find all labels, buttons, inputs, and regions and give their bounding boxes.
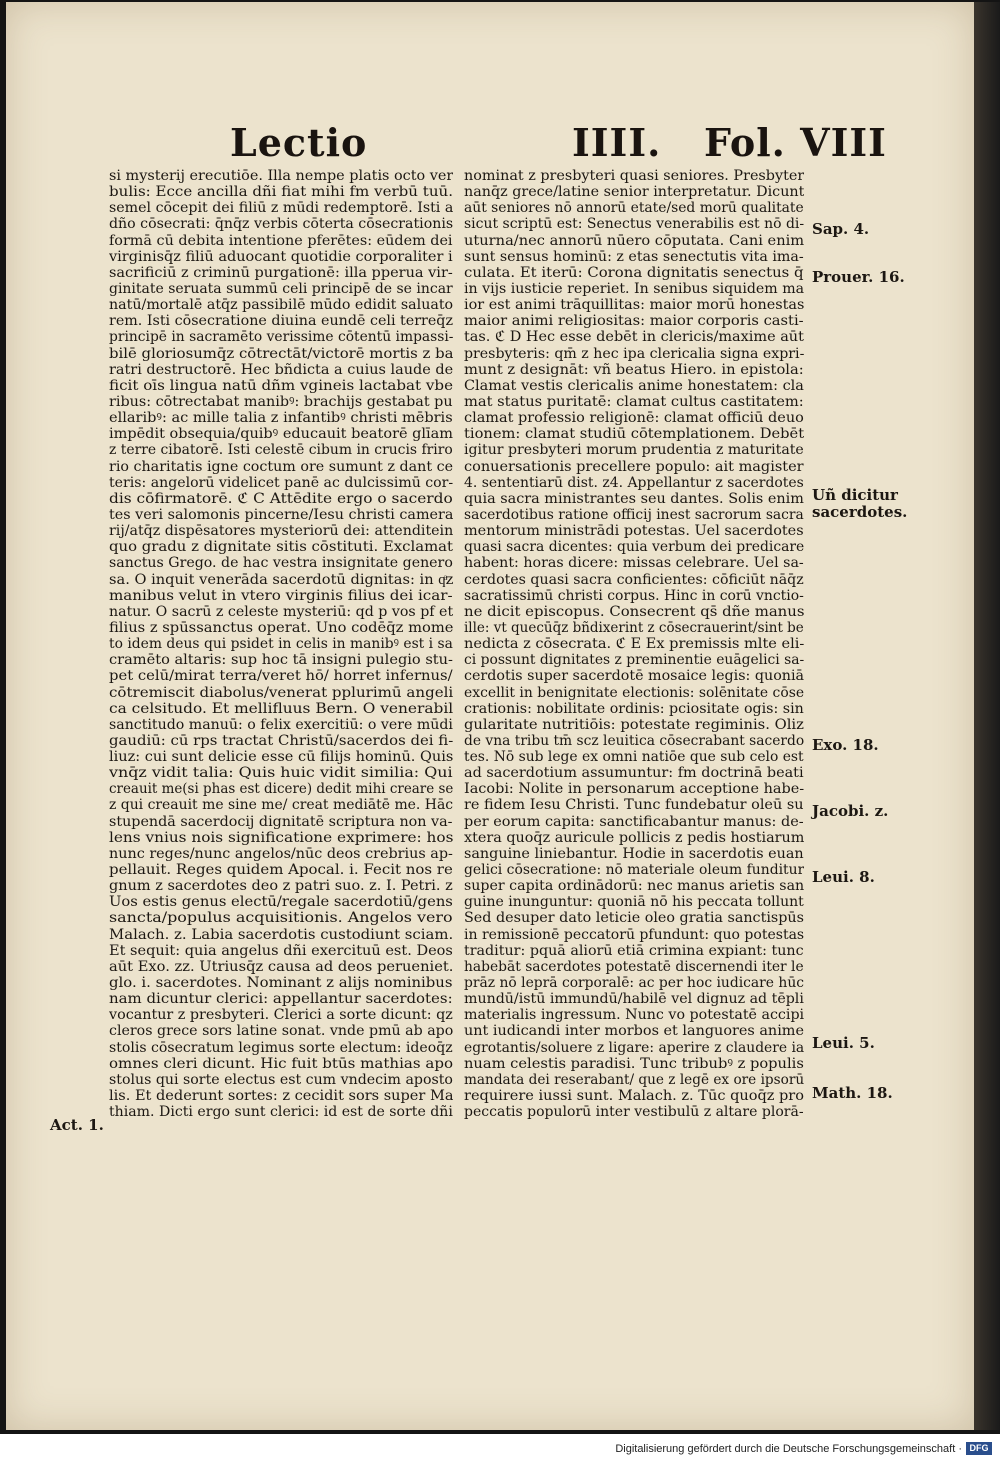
- margin-note-sacerdotes: sacerdotes.: [812, 503, 908, 521]
- text-line: glo. i. sacerdotes. Nominant z alijs nominibus: [109, 975, 453, 992]
- text-line: igitur presbyteri morum prudentia z maturitate: [464, 442, 804, 459]
- text-line: liuz: cui sunt delicie esse cū filijs hominū. Quis: [109, 749, 453, 766]
- text-line: cleros grece sors latine sonat. vnde pmū ab apo: [109, 1023, 453, 1040]
- text-line: culata. Et iterū: Corona dignitatis senectus q̄: [464, 264, 804, 281]
- text-line: cerdotes quasi sacra conficientes: cōficiūt nāq̄z: [464, 571, 804, 588]
- book-page: [6, 2, 974, 1430]
- text-line: quasi sacra dicentes: quia verbum dei predicare: [464, 539, 804, 556]
- text-line: tas. ℭ D Hec esse debēt in clericis/maxime aūt: [464, 329, 804, 346]
- text-line: cramēto altaris: sup hoc tā insigni pulegio stu-: [109, 652, 453, 669]
- margin-note-prouer: Prouer. 16.: [812, 268, 905, 286]
- text-line: lens vnius nois significatione exprimere: hos: [109, 829, 453, 846]
- text-line: quia sacra ministrantes seu dantes. Solis enim: [464, 490, 804, 507]
- header-folio: Fol. VIII: [704, 120, 887, 165]
- text-line: ille: vt quecūq̄z bñdixerint z cōsecrauerint/sint be: [464, 619, 804, 636]
- text-line: nominat z presbyteri quasi seniores. Presbyter: [464, 168, 804, 184]
- text-line: mentorum ministrādi potestas. Uel sacerdotes: [464, 523, 804, 540]
- text-line: sanguine liniebantur. Hodie in sacerdotis euan: [464, 845, 804, 862]
- footer-bar: [0, 1434, 1000, 1463]
- book-edge: [974, 2, 1000, 1430]
- text-line: tes. Nō sub lege ex omni natiōe que sub celo est: [464, 749, 804, 766]
- text-line: gnum z sacerdotes deo z patri suo. z. I. Petri. z: [109, 878, 453, 895]
- text-line: requirere iussi sunt. Malach. z. Tūc quoq̄z pro: [464, 1088, 804, 1105]
- text-line: sacrificiū z criminū purgationē: illa pperua vir-: [109, 264, 453, 281]
- text-line: in vijs iusticie reperiet. In senibus siquidem ma: [464, 280, 804, 297]
- text-line: z terre cibatorē. Isti celestē cibum in crucis friro: [109, 442, 453, 459]
- margin-note-math: Math. 18.: [812, 1084, 893, 1102]
- text-line: conuersationis precellere populo: ait magister: [464, 458, 804, 475]
- header-lectio: Lectio: [230, 120, 368, 165]
- text-line: filius z spūssanctus operat. Uno codēq̄z mome: [109, 619, 453, 636]
- text-line: habebāt sacerdotes potestatē discernendi iter le: [464, 958, 804, 975]
- text-line: super capita ordinādorū: nec manus arietis san: [464, 878, 804, 895]
- text-line: stolis cōsecratum legimus sorte electum: ideoq̄z: [109, 1039, 453, 1056]
- text-line: ior est animi trāquillitas: maior morū honestas: [464, 297, 804, 314]
- text-line: ficit oīs lingua natū dñm vgineis lactabat vbe: [109, 377, 453, 394]
- text-line: Sed desuper dato leticie oleo gratia sanctispūs: [464, 910, 804, 927]
- margin-note-vn-dicitur: Uñ dicitur: [812, 486, 898, 504]
- text-line: maior animi religiositas: maior corporis casti-: [464, 313, 804, 330]
- text-line: mundū/istū immundū/habilē vel dignuz ad tēpli: [464, 991, 804, 1008]
- text-line: nam dicuntur clerici: appellantur sacerdotes:: [109, 991, 453, 1008]
- text-line: ribus: cōtrectabat manibꝰ: brachijs gestabat pu: [109, 393, 453, 410]
- text-line: teris: angelorū videlicet panē ac dulcissimū cor-: [109, 474, 453, 491]
- text-line: in remissionē peccatorū pfundunt: quo potestas: [464, 926, 804, 943]
- text-line: quo gradu z dignitate sitis cōstituti. Exclamat: [109, 539, 453, 556]
- text-line: virginisq̄z filiū aduocant quotidie corporaliter i: [109, 248, 453, 265]
- text-line: dño cōsecrati: q̄nq̄z verbis cōterta cōsecrationis: [109, 216, 453, 233]
- text-line: aūt Exo. zz. Utriusq̄z causa ad deos perueniet.: [109, 958, 453, 975]
- text-line: materialis ingressum. Nunc vo potestatē accipi: [464, 1007, 804, 1024]
- text-line: gelici cōsecratione: nō materiale oleum funditur: [464, 862, 804, 879]
- text-line: excellit in benignitate electionis: solēnitate cōse: [464, 684, 804, 701]
- text-line: xtera quoq̄z auricule pollicis z pedis hostiarum: [464, 829, 804, 846]
- text-line: ci possunt dignitates z preminentie euāgelici sa-: [464, 652, 804, 669]
- text-line: traditur: pquā aliorū etiā crimina expiant: tunc: [464, 942, 804, 959]
- text-line: sunt sensus hominū: z etas senectutis vita ima-: [464, 248, 804, 265]
- text-line: Et sequit: quia angelus dñi exercituū est. Deos: [109, 942, 453, 959]
- text-line: mandata dei reserabant/ que z legē ex ore ipsorū: [464, 1071, 804, 1088]
- text-line: sacratissimū christi corpus. Hinc in corū vnctio-: [464, 587, 804, 604]
- right-text-column: [464, 168, 804, 1120]
- text-line: nunc reges/nunc angelos/nūc deos crebrius ap-: [109, 845, 453, 862]
- text-line: gaudiū: cū rps tractat Christū/sacerdos dei fi-: [109, 732, 453, 749]
- text-line: re fidem Iesu Christi. Tunc fundebatur oleū su: [464, 797, 804, 814]
- text-line: formā cū debita intentione pferētes: eūdem dei: [109, 232, 453, 249]
- text-line: tionem: clamat studiū cōtemplationem. Debēt: [464, 426, 804, 443]
- text-line: nanq̄z grece/latine senior interpretatur. Dicunt: [464, 184, 804, 201]
- text-line: lis. Et dederunt sortes: z cecidit sors super Ma: [109, 1088, 453, 1105]
- text-line: 4. sententiarū dist. z4. Appellantur z sacerdotes: [464, 474, 804, 491]
- text-line: bilē gloriosumq̄z cōtrectāt/victorē mortis z ba: [109, 345, 453, 362]
- text-line: crationis: nobilitate ordinis: pciositate ogis: sin: [464, 700, 804, 717]
- text-line: sacerdotibus ratione officij inest sacrorum sacra: [464, 506, 804, 523]
- text-line: thiam. Dicti ergo sunt clerici: id est de sorte dñi: [109, 1104, 453, 1121]
- text-line: de vna tribu tm̄ scz leuitica cōsecrabant sacerdo: [464, 732, 804, 749]
- text-line: creauit me(si phas est dicere) dedit mihi creare se: [109, 781, 453, 798]
- text-line: manibus velut in vtero virginis filius dei icar-: [109, 587, 453, 604]
- text-line: per eorum capita: sanctificabantur manus: de-: [464, 813, 804, 830]
- text-line: natū/mortalē atq̄z passibilē mūdo edidit saluato: [109, 297, 453, 314]
- margin-note-exo: Exo. 18.: [812, 736, 879, 754]
- text-line: vnq̄z vidit talia: Quis huic vidit similia: Qui: [109, 765, 453, 782]
- text-line: mat status puritatē: clamat cultus castitatem:: [464, 393, 804, 410]
- text-line: si mysterij erecutiōe. Illa nempe platis octo ver: [109, 168, 453, 184]
- text-line: pet celū/mirat terra/veret hō/ horret infernus/: [109, 668, 453, 685]
- text-line: munt z designāt: vñ beatus Hiero. in epistola:: [464, 361, 804, 378]
- text-line: stupendā sacerdocij dignitatē scriptura non va-: [109, 813, 453, 830]
- text-line: rem. Isti cōsecratione diuina eundē celi terreq̄z: [109, 313, 453, 330]
- margin-note-act: Act. 1.: [50, 1116, 104, 1134]
- text-line: impēdit obsequia/quibꝰ educauit beatorē glīam: [109, 426, 453, 443]
- text-line: bulis: Ecce ancilla dñi fiat mihi fm verbū tuū.: [109, 184, 453, 201]
- text-line: presbyteris: qm̄ z hec ipa clericalia signa expri-: [464, 345, 804, 362]
- text-line: Clamat vestis clericalis anime honestatem: cla: [464, 377, 804, 394]
- text-line: guine inunguntur: quoniā nō his peccata tollunt: [464, 894, 804, 911]
- text-line: ginitate seruata summū celi principē de se incar: [109, 280, 453, 297]
- text-line: sanctitudo manuū: o felix exercitiū: o vere mūdi: [109, 716, 453, 733]
- margin-note-leui-8: Leui. 8.: [812, 868, 875, 886]
- footer-credit: Digitalisierung gefördert durch die Deutsche Forschungsgemeinschaft ·: [615, 1443, 962, 1455]
- text-line: Malach. z. Labia sacerdotis custodiunt sciam.: [109, 926, 453, 943]
- text-line: sancta/populus acquisitionis. Angelos vero: [109, 910, 453, 927]
- text-line: sa. O inquit venerāda sacerdotū dignitas: in qͣz: [109, 571, 453, 588]
- text-line: ne dicit episcopus. Consecrent qs̄ dñe manus: [464, 603, 804, 620]
- text-line: nedicta z cōsecrata. ℭ E Ex premissis mlte eli-: [464, 636, 804, 653]
- text-line: uturna/nec annorū nūero cōputata. Cani enim: [464, 232, 804, 249]
- text-line: peccatis populorū inter vestibulū z altare plorā-: [464, 1104, 804, 1121]
- text-line: tes veri salomonis pincerne/Iesu christi camera: [109, 506, 453, 523]
- text-line: rij/atq̄z dispēsatores mysteriorū dei: attenditein: [109, 523, 453, 540]
- text-line: gularitate nutritiōis: potestate regiminis. Oliz: [464, 716, 804, 733]
- text-line: sicut scriptū est: Senectus venerabilis est nō di-: [464, 216, 804, 233]
- text-line: prāz nō leprā corporalē: ac per hoc iudicare hūc: [464, 975, 804, 992]
- text-line: vocantur z presbyteri. Clerici a sorte dicunt: qz: [109, 1007, 453, 1024]
- text-line: pellauit. Reges quidem Apocal. i. Fecit nos re: [109, 862, 453, 879]
- text-line: omnes cleri dicunt. Hic fuit btūs mathias apo: [109, 1055, 453, 1072]
- header-section-number: IIII.: [572, 120, 662, 165]
- text-line: sanctus Grego. de hac vestra insignitate genero: [109, 555, 453, 572]
- text-line: dis cōfirmatorē. ℭ C Attēdite ergo o sacerdo: [109, 490, 453, 507]
- text-line: unt iudicandi inter morbos et languores anime: [464, 1023, 804, 1040]
- text-line: principē in sacramēto verissime cōtentū impassi-: [109, 329, 453, 346]
- text-line: egrotantis/soluere z ligare: aperire z claudere ia: [464, 1039, 804, 1056]
- text-line: ratri destructorē. Hec bñdicta a cuius laude de: [109, 361, 454, 378]
- text-line: stolus qui sorte electus est cum vndecim aposto: [109, 1071, 453, 1088]
- text-line: Uos estis genus electū/regale sacerdotiū/gens: [109, 894, 453, 911]
- text-line: ellaribꝰ: ac mille talia z infantibꝰ christi mēbris: [109, 410, 453, 427]
- margin-note-sap: Sap. 4.: [812, 220, 870, 238]
- text-line: ad sacerdotium assumuntur: fm doctrinā beati: [464, 765, 804, 782]
- dfg-logo: DFG: [966, 1442, 992, 1455]
- text-line: habent: horas dicere: missas celebrare. Uel sa-: [464, 555, 804, 572]
- text-line: rio charitatis igne coctum ore sumunt z dant ce: [109, 458, 453, 475]
- text-line: z qui creauit me sine me/ creat mediātē me. Hāc: [109, 797, 453, 814]
- text-line: cōtremiscit diabolus/venerat pplurimū angeli: [109, 684, 453, 701]
- margin-note-leui-5: Leui. 5.: [812, 1034, 875, 1052]
- left-text-column: [109, 168, 453, 1120]
- text-line: nuam celestis paradisi. Tunc tribubꝰ z populis: [464, 1055, 804, 1072]
- text-line: to idem deus qui psidet in celis in manibꝰ est i sa: [109, 636, 453, 653]
- text-line: cerdotis super sacerdotē mosaice legis: quoniā: [464, 668, 804, 685]
- text-line: clamat professio religionē: clamat officiū deuo: [464, 410, 804, 427]
- text-line: Iacobi: Nolite in personarum acceptione habe-: [464, 781, 804, 798]
- text-line: ca celsitudo. Et mellifluus Bern. O venerabil: [109, 700, 453, 717]
- text-line: aūt seniores nō annorū etate/sed morū qualitate: [464, 200, 804, 217]
- margin-note-jacobi: Jacobi. z.: [812, 802, 889, 820]
- text-line: semel cōcepit dei filiū z mūdi redemptorē. Isti a: [109, 200, 453, 217]
- text-line: natur. O sacrū z celeste mysteriū: qd̄ p vos pf et: [109, 603, 453, 620]
